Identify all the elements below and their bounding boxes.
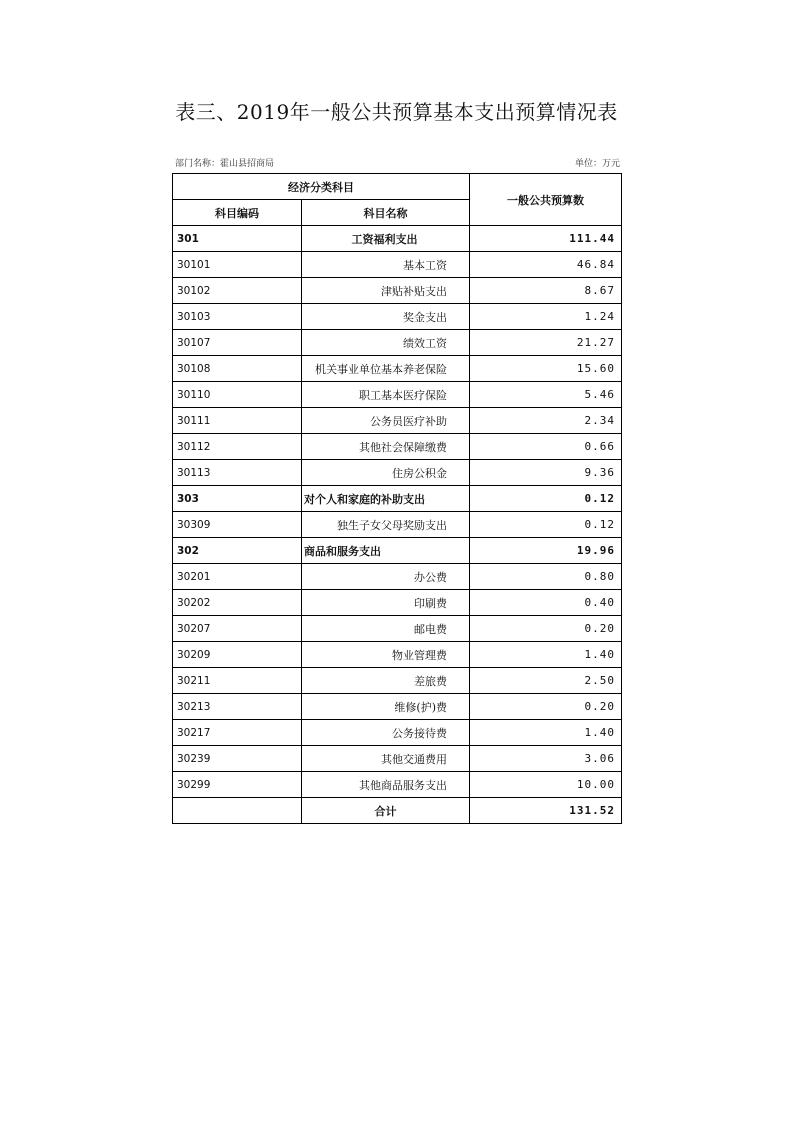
row-name: 机关事业单位基本养老保险 [302,356,470,382]
table-row [173,512,622,538]
row-name: 其他社会保障缴费 [302,434,470,460]
table-row [173,304,622,330]
row-value: 0.12 [470,512,622,538]
row-code: 30111 [173,408,302,434]
table-row [173,434,622,460]
row-value: 21.27 [470,330,622,356]
row-code: 30309 [173,512,302,538]
row-value: 2.34 [470,408,622,434]
row-name: 独生子女父母奖励支出 [302,512,470,538]
row-code: 30201 [173,564,302,590]
total-row [173,798,622,824]
row-code: 30299 [173,772,302,798]
row-code: 30108 [173,356,302,382]
row-code: 303 [173,486,302,512]
row-name: 其他商品服务支出 [302,772,470,798]
row-value: 9.36 [470,460,622,486]
table-row [173,382,622,408]
row-value: 0.20 [470,616,622,642]
header-name: 科目名称 [302,200,470,226]
header-amount: 一般公共预算数 [470,174,622,226]
unit-label: 单位：万元 [574,159,620,169]
row-value: 5.46 [470,382,622,408]
table-row [173,460,622,486]
row-code: 30101 [173,252,302,278]
row-name: 商品和服务支出 [302,538,470,564]
row-code: 30110 [173,382,302,408]
row-name: 差旅费 [302,668,470,694]
row-name: 绩效工资 [302,330,470,356]
row-name: 工资福利支出 [302,226,470,252]
table-row [173,252,622,278]
budget-table [172,173,622,824]
row-name: 职工基本医疗保险 [302,382,470,408]
row-value: 3.06 [470,746,622,772]
row-code: 301 [173,226,302,252]
row-name: 公务员医疗补助 [302,408,470,434]
page-title: 表三、2019年一般公共预算基本支出预算情况表 [175,100,618,124]
row-code: 30207 [173,616,302,642]
row-name: 奖金支出 [302,304,470,330]
row-value: 0.66 [470,434,622,460]
row-code: 30209 [173,642,302,668]
row-code: 30217 [173,720,302,746]
category-row [173,538,622,564]
row-name: 住房公积金 [302,460,470,486]
row-code: 30202 [173,590,302,616]
table-row [173,278,622,304]
row-name: 津贴补贴支出 [302,278,470,304]
row-code: 30103 [173,304,302,330]
row-value: 0.80 [470,564,622,590]
row-value: 10.00 [470,772,622,798]
header-economic-classification: 经济分类科目 [173,174,470,200]
table-row [173,564,622,590]
row-name: 基本工资 [302,252,470,278]
row-value: 0.12 [470,486,622,512]
row-value: 19.96 [470,538,622,564]
row-code: 30107 [173,330,302,356]
row-code: 302 [173,538,302,564]
row-value: 1.24 [470,304,622,330]
row-name: 对个人和家庭的补助支出 [302,486,470,512]
department-name: 部门名称：霍山县招商局 [175,159,275,169]
table-row [173,720,622,746]
table-row [173,772,622,798]
row-code: 30213 [173,694,302,720]
table-row [173,330,622,356]
row-name: 印刷费 [302,590,470,616]
row-code: 30102 [173,278,302,304]
row-name: 维修(护)费 [302,694,470,720]
header-code: 科目编码 [173,200,302,226]
total-code-empty [173,798,302,824]
row-value: 0.20 [470,694,622,720]
row-code: 30211 [173,668,302,694]
row-name: 邮电费 [302,616,470,642]
table-row [173,642,622,668]
category-row [173,226,622,252]
row-value: 8.67 [470,278,622,304]
row-name: 公务接待费 [302,720,470,746]
table-row [173,694,622,720]
table-row [173,668,622,694]
row-value: 46.84 [470,252,622,278]
category-row [173,486,622,512]
total-value: 131.52 [470,798,622,824]
row-value: 1.40 [470,642,622,668]
table-row [173,408,622,434]
row-code: 30239 [173,746,302,772]
row-value: 0.40 [470,590,622,616]
table-row [173,746,622,772]
total-label: 合计 [302,798,470,824]
row-name: 物业管理费 [302,642,470,668]
row-name: 办公费 [302,564,470,590]
row-value: 2.50 [470,668,622,694]
row-value: 111.44 [470,226,622,252]
table-row [173,356,622,382]
row-code: 30112 [173,434,302,460]
table-row [173,616,622,642]
row-value: 1.40 [470,720,622,746]
row-value: 15.60 [470,356,622,382]
row-code: 30113 [173,460,302,486]
table-row [173,590,622,616]
row-name: 其他交通费用 [302,746,470,772]
